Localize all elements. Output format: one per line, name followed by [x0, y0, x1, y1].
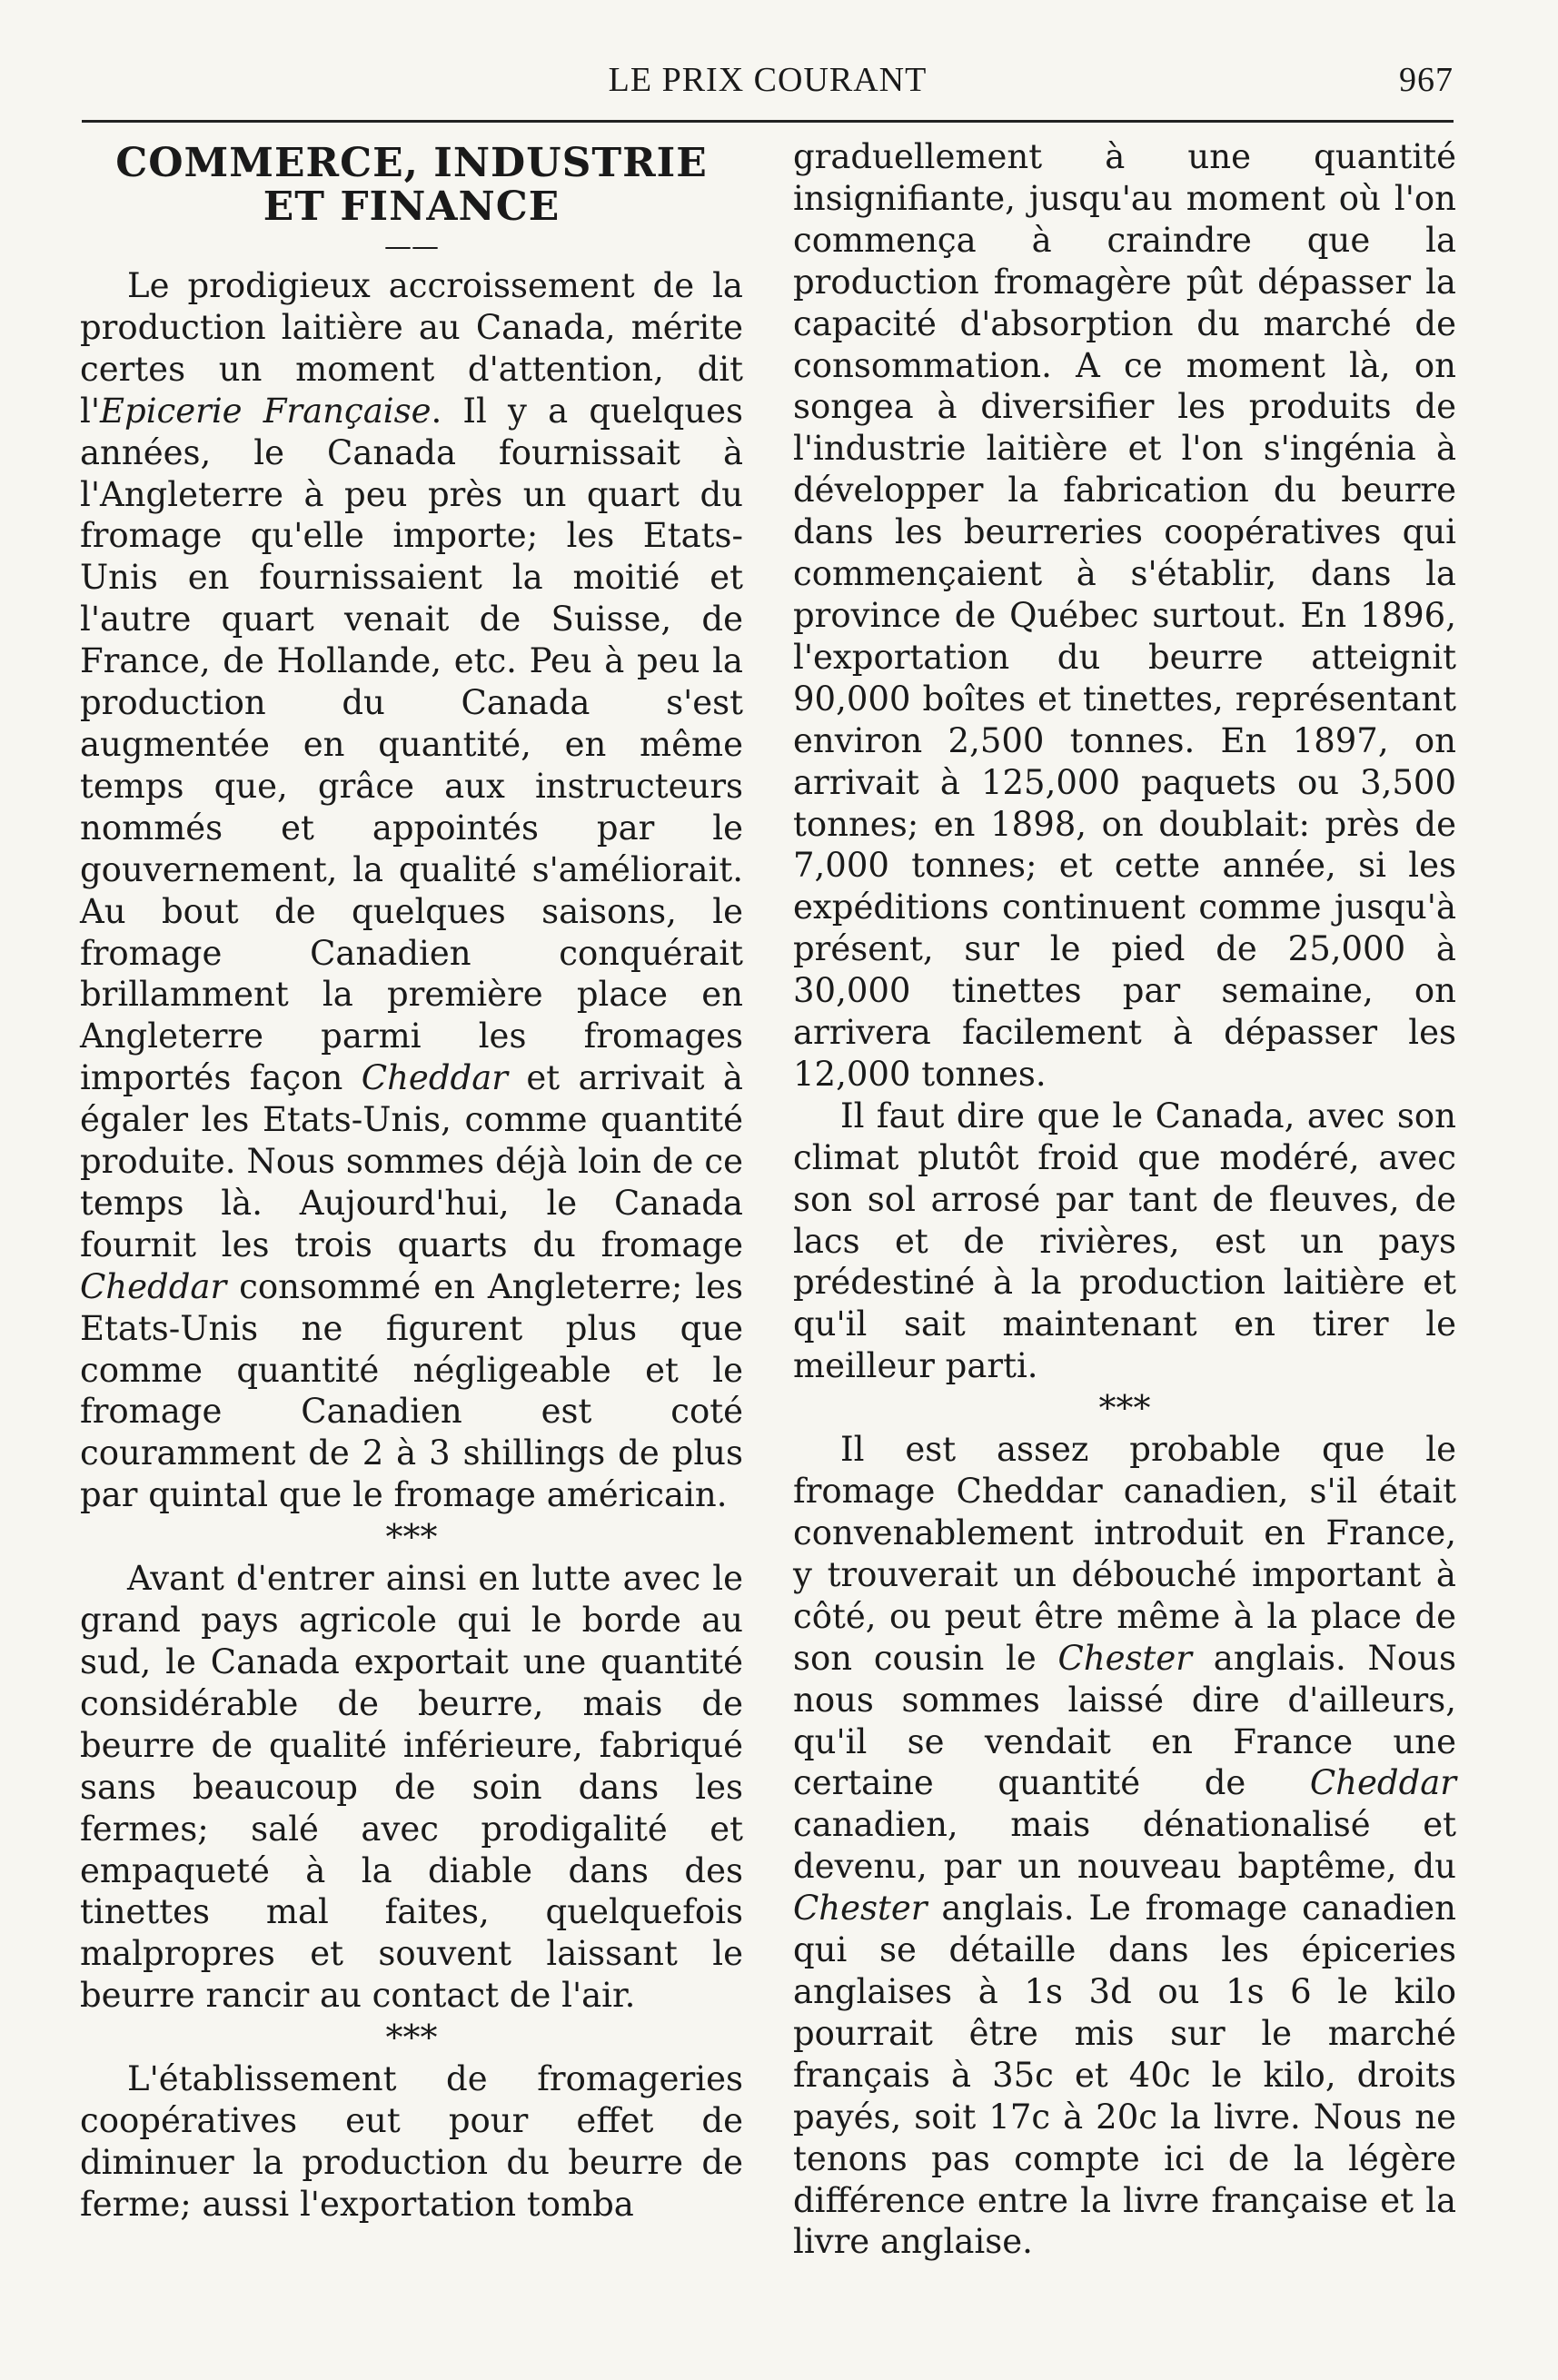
publication-title: LE PRIX COURANT [608, 61, 928, 99]
paragraph-4: Il faut dire que le Canada, avec son climat plutôt froid que modéré, avec son sol arrosé par tant de fleuves, de lacs et de rivières, est un pays prédestiné à la production laitière et qu'il sait maintenant en tirer le meilleur parti. [793, 1096, 1456, 1386]
article-title [80, 142, 743, 229]
paragraph-3-start: L'établissement de fromageries coopératives eut pour effet de diminuer la production du beurre de ferme; aussi l'exportation tomba [80, 2059, 743, 2224]
section-asterism-3: *** [1098, 1388, 1151, 1429]
section-asterism-2: *** [385, 2018, 438, 2058]
paragraph-3-continued: graduellement à une quantité insignifiante, jusqu'au moment où l'on commença à craindre que la production fromagère pût dépasser la capacité d'absorption du marché de consommation. A ce moment là, on songea à diversifier les produits de l'industrie laitière et l'on s'ingénia à développer la fabrication du beurre dans les beurreries coopératives qui commençaient à s'établir, dans la province de Québec surtout. En 1896, l'exportation du beurre atteignit 90,000 boîtes et tinettes, représentant environ 2,500 tonnes. En 1897, on arrivait à 125,000 paquets ou 3,500 tonnes; en 1898, on doublait: près de 7,000 tonnes; et cette année, si les expéditions continuent comme jusqu'à présent, sur le pied de 25,000 à 30,000 tinettes par semaine, on arrivera facilement à dépasser les 12,000 tonnes. [793, 137, 1456, 1094]
source-name: Epicerie Française [100, 391, 432, 431]
header-rule [82, 120, 1454, 123]
section-asterism-1: *** [385, 1517, 438, 1558]
article-title-line-1: COMMERCE, INDUSTRIE [115, 140, 708, 186]
running-head [82, 53, 1454, 107]
article-title-line-2: ET FINANCE [263, 183, 561, 230]
paragraph-2: Avant d'entrer ainsi en lutte avec le grand pays agricole qui le borde au sud, le Canada exportait une quantité considérable de beurre, mais de beurre de qualité inférieure, fabriqué sans beaucoup de soin dans les fermes; salé avec prodigalité et empaqueté à la diable dans des tinettes mal faites, quelquefois malpropres et souvent laissant le beurre rancir au contact de l'air. [80, 1559, 743, 2016]
title-dash: —— [384, 231, 439, 263]
right-column [793, 136, 1456, 2263]
page-number: 967 [1399, 61, 1454, 99]
paragraph-1: Le prodigieux accroissement de la production laitière au Canada, mérite certes un moment d'attention, dit l'Epicerie Française. Il y a quelques années, le Canada fournissait à l'Angleterre à peu près un quart du fromage qu'elle importe; les Etats-Unis en fournissaient la moitié et l'autre quart venait de Suisse, de France, de Hollande, etc. Peu à peu la production du Canada s'est augmentée en quantité, en même temps que, grâce aux instructeurs nommés et appointés par le gouvernement, la qualité s'améliorait. Au bout de quelques saisons, le fromage Canadien conquérait brillamment la première place en Angleterre parmi les fromages importés façon Cheddar et arrivait à égaler les Etats-Unis, comme quantité produite. Nous sommes déjà loin de ce temps là. Aujourd'hui, le Canada fournit les trois quarts du fromage Cheddar consommé en Angleterre; les Etats-Unis ne figurent plus que comme quantité négligeable et le fromage Canadien est coté couramment de 2 à 3 shillings de plus par quintal que le fromage américain. [80, 266, 743, 1515]
paragraph-5: Il est assez probable que le fromage Cheddar canadien, s'il était convenablement introduit en France, y trouverait un débouché important à côté, ou peut être même à la place de son cousin le Chester anglais. Nous nous sommes laissé dire d'ailleurs, qu'il se vendait en France une certaine quantité de Cheddar canadien, mais dénationalisé et devenu, par un nouveau baptême, du Chester anglais. Le fromage canadien qui se détaille dans les épiceries anglaises à 1s 3d ou 1s 6 le kilo pourrait être mis sur le marché français à 35c et 40c le kilo, droits payés, soit 17c à 20c la livre. Nous ne tenons pas compte ici de la légère différence entre la livre française et la livre anglaise. [793, 1430, 1456, 2262]
left-column [80, 136, 743, 2226]
